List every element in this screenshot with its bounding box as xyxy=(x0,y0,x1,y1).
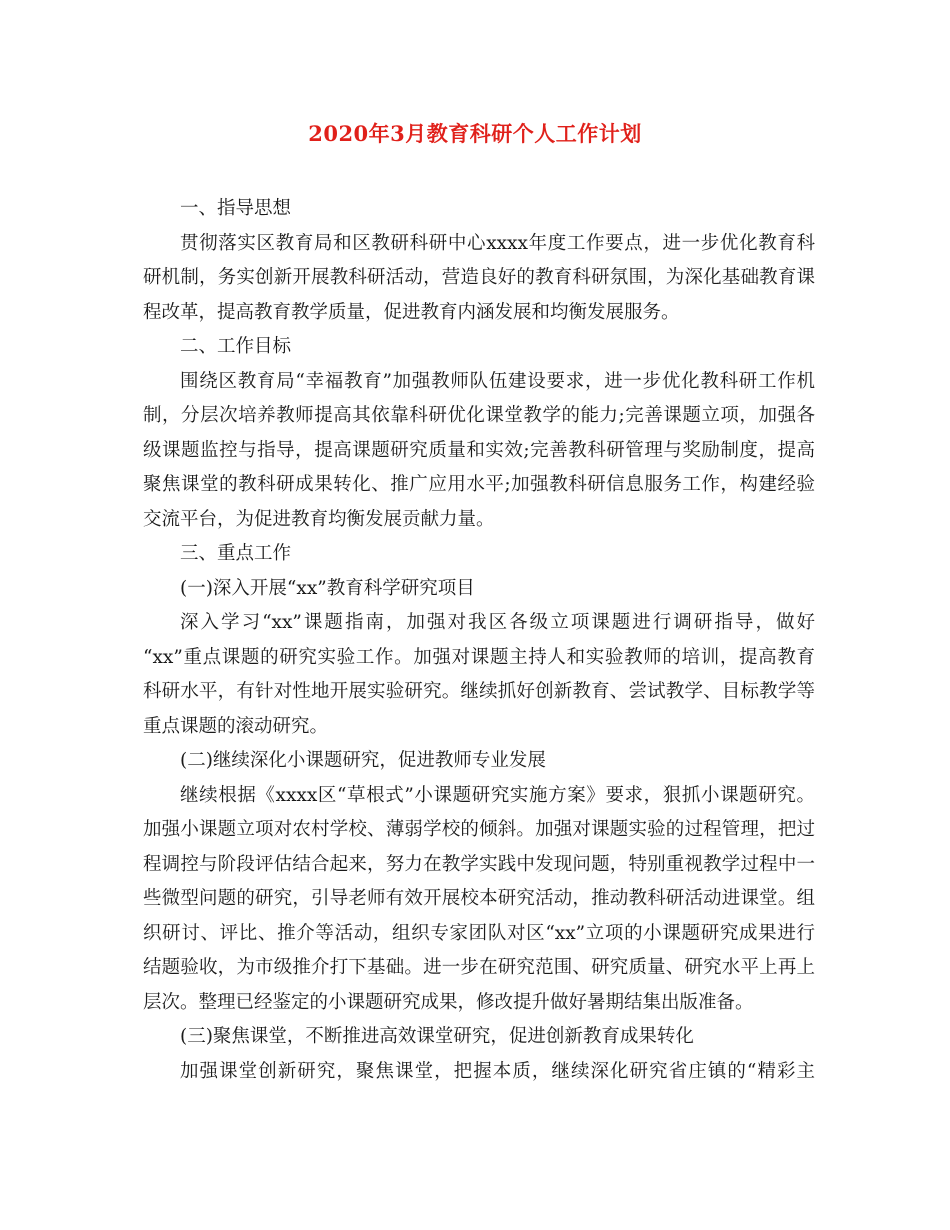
document-title: 2020年3月教育科研个人工作计划 xyxy=(308,121,642,146)
paragraph-line: 些微型问题的研究，引导老师有效开展校本研究活动，推动教科研活动进课堂。组 xyxy=(143,888,815,909)
paragraph-line: 加强课堂创新研究，聚焦课堂，把握本质，继续深化研究省庄镇的“精彩主 xyxy=(180,1060,815,1082)
subsection-heading: (三)聚焦课堂，不断推进高效课堂研究，促进创新教育成果转化 xyxy=(180,1026,694,1047)
section-heading: 三、重点工作 xyxy=(180,543,292,564)
paragraph-line: “xx”重点课题的研究实验工作。加强对课题主持人和实验教师的培训，提高教育 xyxy=(143,646,815,668)
paragraph-line: 结题验收，为市级推介打下基础。进一步在研究范围、研究质量、研究水平上再上 xyxy=(143,957,815,978)
paragraph-line: 继续根据《xxxx区“草根式”小课题研究实施方案》要求，狠抓小课题研究。 xyxy=(180,784,815,806)
paragraph-line: 加强小课题立项对农村学校、薄弱学校的倾斜。加强对课题实验的过程管理，把过 xyxy=(143,819,815,840)
paragraph-line: 层次。整理已经鉴定的小课题研究成果，修改提升做好暑期结集出版准备。 xyxy=(143,991,754,1013)
paragraph-line: 围绕区教育局“幸福教育”加强教师队伍建设要求，进一步优化教科研工作机 xyxy=(180,370,815,392)
paragraph-line: 研机制，务实创新开展教科研活动，营造良好的教育科研氛围，为深化基础教育课 xyxy=(143,267,815,288)
subsection-heading: (二)继续深化小课题研究，促进教师专业发展 xyxy=(180,750,546,771)
paragraph-line: 聚焦课堂的教科研成果转化、推广应用水平;加强教科研信息服务工作，构建经验 xyxy=(143,474,815,495)
paragraph-line: 制，分层次培养教师提高其依靠科研优化课堂教学的能力;完善课题立项，加强各 xyxy=(143,405,815,426)
paragraph-line: 织研讨、评比、推介等活动，组织专家团队对区“xx”立项的小课题研究成果进行 xyxy=(143,922,815,944)
paragraph-line: 级课题监控与指导，提高课题研究质量和实效;完善教科研管理与奖励制度，提高 xyxy=(143,439,815,461)
paragraph-line: 深入学习“xx”课题指南，加强对我区各级立项课题进行调研指导，做好 xyxy=(180,612,815,633)
section-heading: 一、指导思想 xyxy=(180,198,292,219)
paragraph-line: 重点课题的滚动研究。 xyxy=(143,715,329,737)
paragraph-line: 科研水平，有针对性地开展实验研究。继续抓好创新教育、尝试教学、目标教学等 xyxy=(143,681,815,702)
paragraph-line: 贯彻落实区教育局和区教研科研中心xxxx年度工作要点，进一步优化教育科 xyxy=(180,232,815,254)
document-body xyxy=(143,192,815,1089)
paragraph-line: 交流平台，为促进教育均衡发展贡献力量。 xyxy=(143,508,495,530)
section-heading: 二、工作目标 xyxy=(180,336,292,357)
subsection-heading: (一)深入开展“xx”教育科学研究项目 xyxy=(180,577,475,599)
paragraph-line: 程改革，提高教育教学质量，促进教育内涵发展和均衡发展服务。 xyxy=(143,301,680,323)
paragraph-line: 程调控与阶段评估结合起来，努力在教学实践中发现问题，特别重视教学过程中一 xyxy=(143,853,815,875)
